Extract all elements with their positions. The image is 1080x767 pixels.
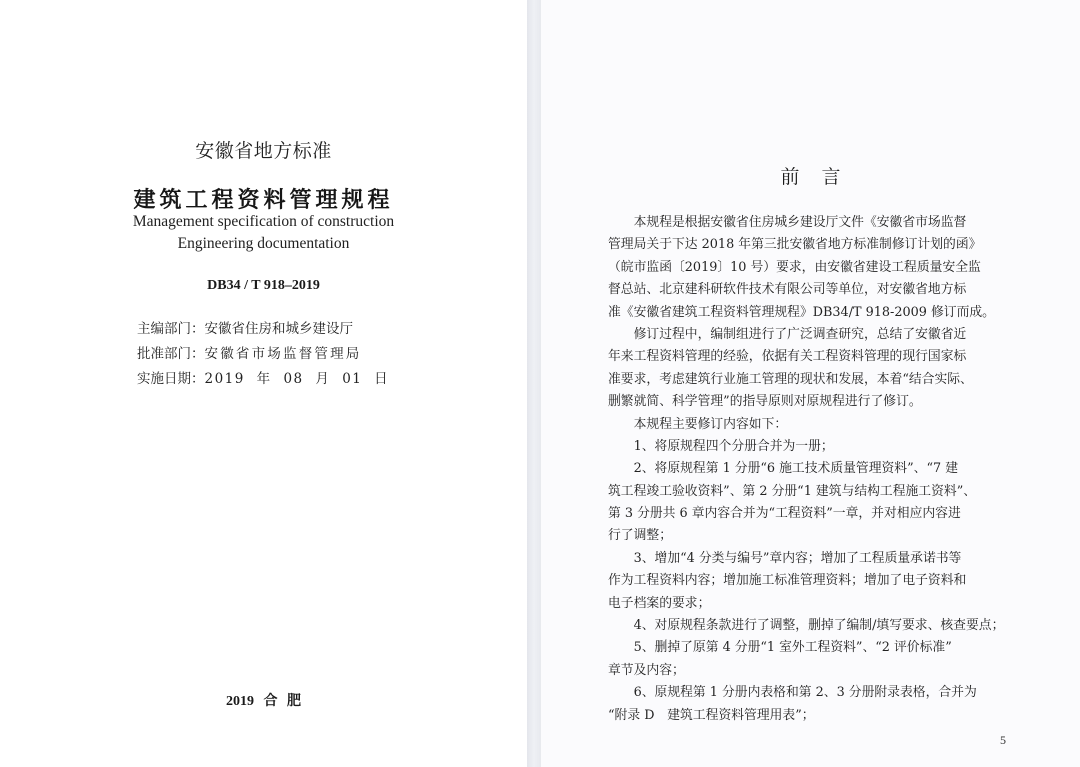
standard-category: 安徽省地方标准 (195, 140, 332, 162)
approval-department-value: 安徽省市场监督管理局 (204, 346, 362, 362)
left-page (0, 0, 527, 767)
page-gutter (527, 0, 541, 767)
preface-line: 3、增加“4 分类与编号”章内容；增加了工程质量承诺书等 (608, 550, 962, 566)
preface-line: 1、将原规程四个分册合并为一册； (608, 438, 834, 454)
preface-line: 5、删掉了原第 4 分册“1 室外工程资料”、“2 评价标准” (608, 640, 952, 656)
preface-line: 电子档案的要求； (608, 595, 711, 611)
preface-body (608, 212, 1032, 727)
approval-department-label: 批准部门： (137, 346, 205, 362)
preface-line: 2、将原规程第 1 分册“6 施工技术质量管理资料”、“7 建 (608, 461, 958, 477)
preface-line: 筑工程竣工验收资料”、第 2 分册“1 建筑与结构工程施工资料”、 (608, 483, 977, 499)
editor-department-label: 主编部门： (137, 321, 205, 337)
preface-heading: 前言 (780, 166, 863, 188)
preface-line: 修订过程中，编制组进行了广泛调查研究，总结了安徽省近 (608, 326, 967, 342)
preface-line: 督总站、北京建科研软件技术有限公司等单位，对安徽省地方标 (608, 282, 967, 298)
preface-line: 管理局关于下达 2018 年第三批安徽省地方标准制修订计划的函》 (608, 237, 982, 253)
preface-line: “附录 D 建筑工程资料管理用表”； (608, 707, 815, 723)
document-title: 建筑工程资料管理规程 (133, 188, 394, 213)
page-number: 5 (1000, 733, 1006, 747)
preface-line: 第 3 分册共 6 章内容合并为“工程资料”一章，并对相应内容进 (608, 506, 961, 522)
preface-line: （皖市监函〔2019〕10 号）要求，由安徽省建设工程质量安全监 (608, 259, 981, 275)
preface-line: 本规程是根据安徽省住房城乡建设厅文件《安徽省市场监督 (608, 215, 967, 230)
english-title-line-1: Management specification of construction (132, 213, 395, 230)
preface-line: 行了调整； (608, 528, 672, 544)
approval-department (137, 342, 362, 362)
preface-line: 作为工程资料内容；增加施工标准管理资料；增加了电子资料和 (608, 573, 967, 589)
effective-date-label: 实施日期： (137, 371, 205, 387)
preface-line: 章节及内容； (608, 662, 685, 678)
publication-place-year: 2019 合 肥 (226, 694, 301, 709)
right-page (541, 0, 1080, 767)
preface-line: 年来工程资料管理的经验，依据有关工程资料管理的现行国家标 (608, 349, 967, 365)
effective-date-value: 2019 年 08 月 01 日 (204, 371, 390, 387)
preface-line: 4、对原规程条款进行了调整，删掉了编制/填写要求、核查要点； (608, 618, 1005, 634)
preface-line: 准《安徽省建筑工程资料管理规程》DB34/T 918-2009 修订而成。 (608, 304, 995, 320)
preface-line: 6、原规程第 1 分册内表格和第 2、3 分册附录表格，合并为 (608, 685, 977, 701)
english-title-line-2: Engineering documentation (177, 235, 350, 252)
standard-code: DB34 / T 918–2019 (207, 278, 320, 293)
preface-line: 准要求，考虑建筑行业施工管理的现状和发展，本着“结合实际、 (608, 371, 973, 387)
editor-department-value: 安徽省住房和城乡建设厅 (204, 321, 353, 337)
editor-department (137, 317, 353, 337)
preface-line: 本规程主要修订内容如下： (608, 416, 788, 432)
effective-date (137, 367, 389, 387)
preface-line: 删繁就简、科学管理”的指导原则对原规程进行了修订。 (608, 394, 922, 410)
